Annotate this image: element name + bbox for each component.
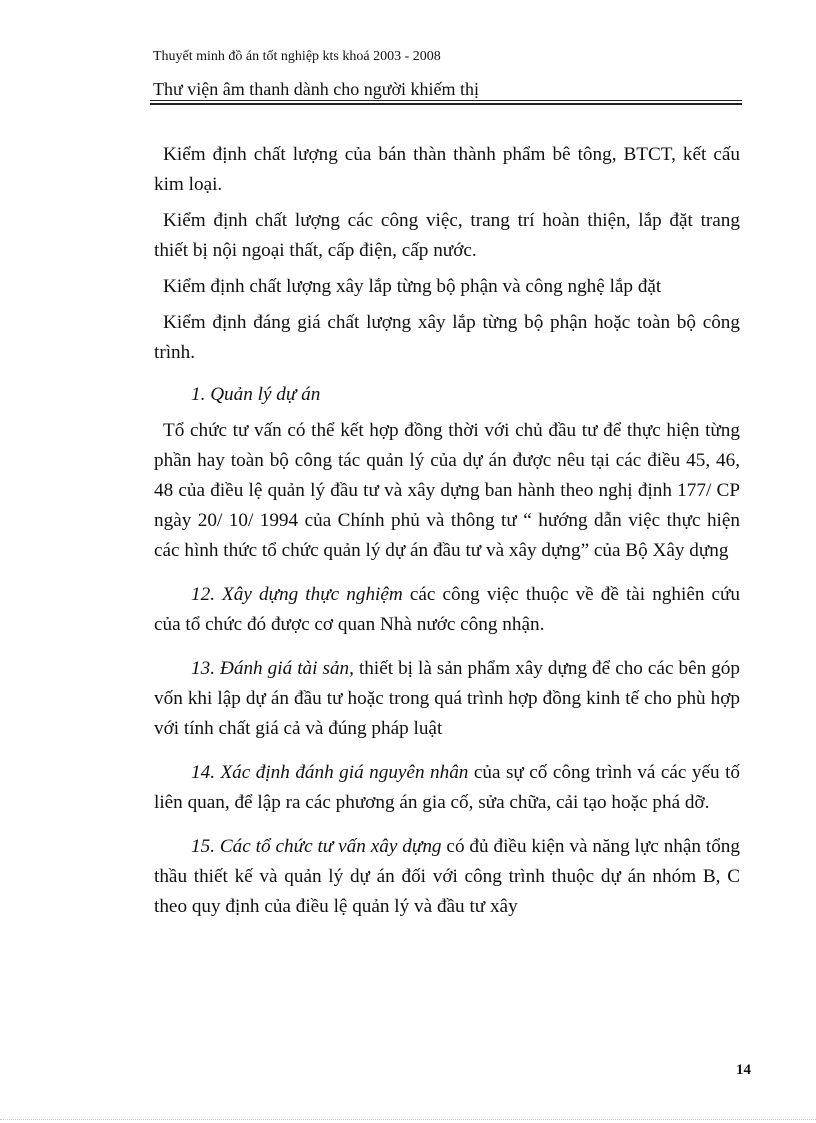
document-title: Thư viện âm thanh dành cho người khiếm thị [153, 79, 479, 99]
list-item-14 [154, 758, 740, 818]
header-rule-thin [150, 100, 742, 101]
paragraph: Kiểm định đáng giá chất lượng xây lắp từng bộ phận hoặc toàn bộ công trình. [154, 312, 740, 363]
paragraph: Kiểm định chất lượng các công việc, trang trí hoàn thiện, lắp đặt trang thiết bị nội ngoại thất, cấp điện, cấp nước. [154, 210, 740, 261]
paragraph: Kiểm định chất lượng của bán thàn thành phẩm bê tông, BTCT, kết cấu kim loại. [154, 144, 740, 195]
item-title: 12. Xây dựng thực nghiệm [191, 584, 403, 605]
item-text: của sự cố công trình vá các yếu tố liên quan, để lập ra các phương án gia cố, sửa chữa, cải tạo hoặc phá dỡ. [154, 762, 740, 813]
item-text: thiết bị là sản phẩm xây dựng để cho các bên góp vốn khi lập dự án đầu tư hoặc trong quá trình hợp đồng kinh tế cho phù hợp với tính chất giá cả và đúng pháp luật [154, 658, 740, 739]
document-subtitle: Thuyết minh đồ án tốt nghiệp kts khoá 2003 - 2008 [153, 49, 441, 64]
item-title: 14. Xác định đánh giá nguyên nhân [191, 762, 469, 783]
paragraph: Tổ chức tư vấn có thể kết hợp đồng thời với chủ đầu tư để thực hiện từng phần hay toàn bộ công tác quản lý của dự án được nêu tại các điều 45, 46, 48 của điều lệ quản lý đầu tư và xây dựng ban hành theo nghị định 177/ CP ngày 20/ 10/ 1994 của Chính phủ và thông tư “ hướng dẫn việc thực hiện các hình thức tổ chức quản lý dự án đầu tư và xây dựng” của Bộ Xây dựng [154, 420, 740, 561]
paragraph: Kiểm định chất lượng xây lắp từng bộ phận và công nghệ lắp đặt [163, 276, 662, 297]
item-title: 13. Đánh giá tài sản, [191, 658, 354, 679]
header-rule-thick [150, 103, 742, 105]
list-item-15 [154, 832, 740, 922]
page-body [154, 140, 740, 922]
page-bottom-border [0, 1119, 816, 1120]
item-title: 15. Các tổ chức tư vấn xây dựng [191, 836, 442, 857]
page-number: 14 [736, 1062, 751, 1078]
section-heading: 1. Quản lý dự án [191, 384, 321, 405]
list-item-12 [154, 580, 740, 640]
item-text: các công việc thuộc về đề tài nghiên cứu của tổ chức đó được cơ quan Nhà nước công nhận. [154, 584, 741, 635]
item-text: có đủ điều kiện và năng lực nhận tổng thầu thiết kế và quản lý dự án đối với công trình thuộc dự án nhóm B, C theo quy định của điều lệ quản lý và đầu tư xây [154, 836, 740, 917]
list-item-13 [154, 654, 740, 744]
